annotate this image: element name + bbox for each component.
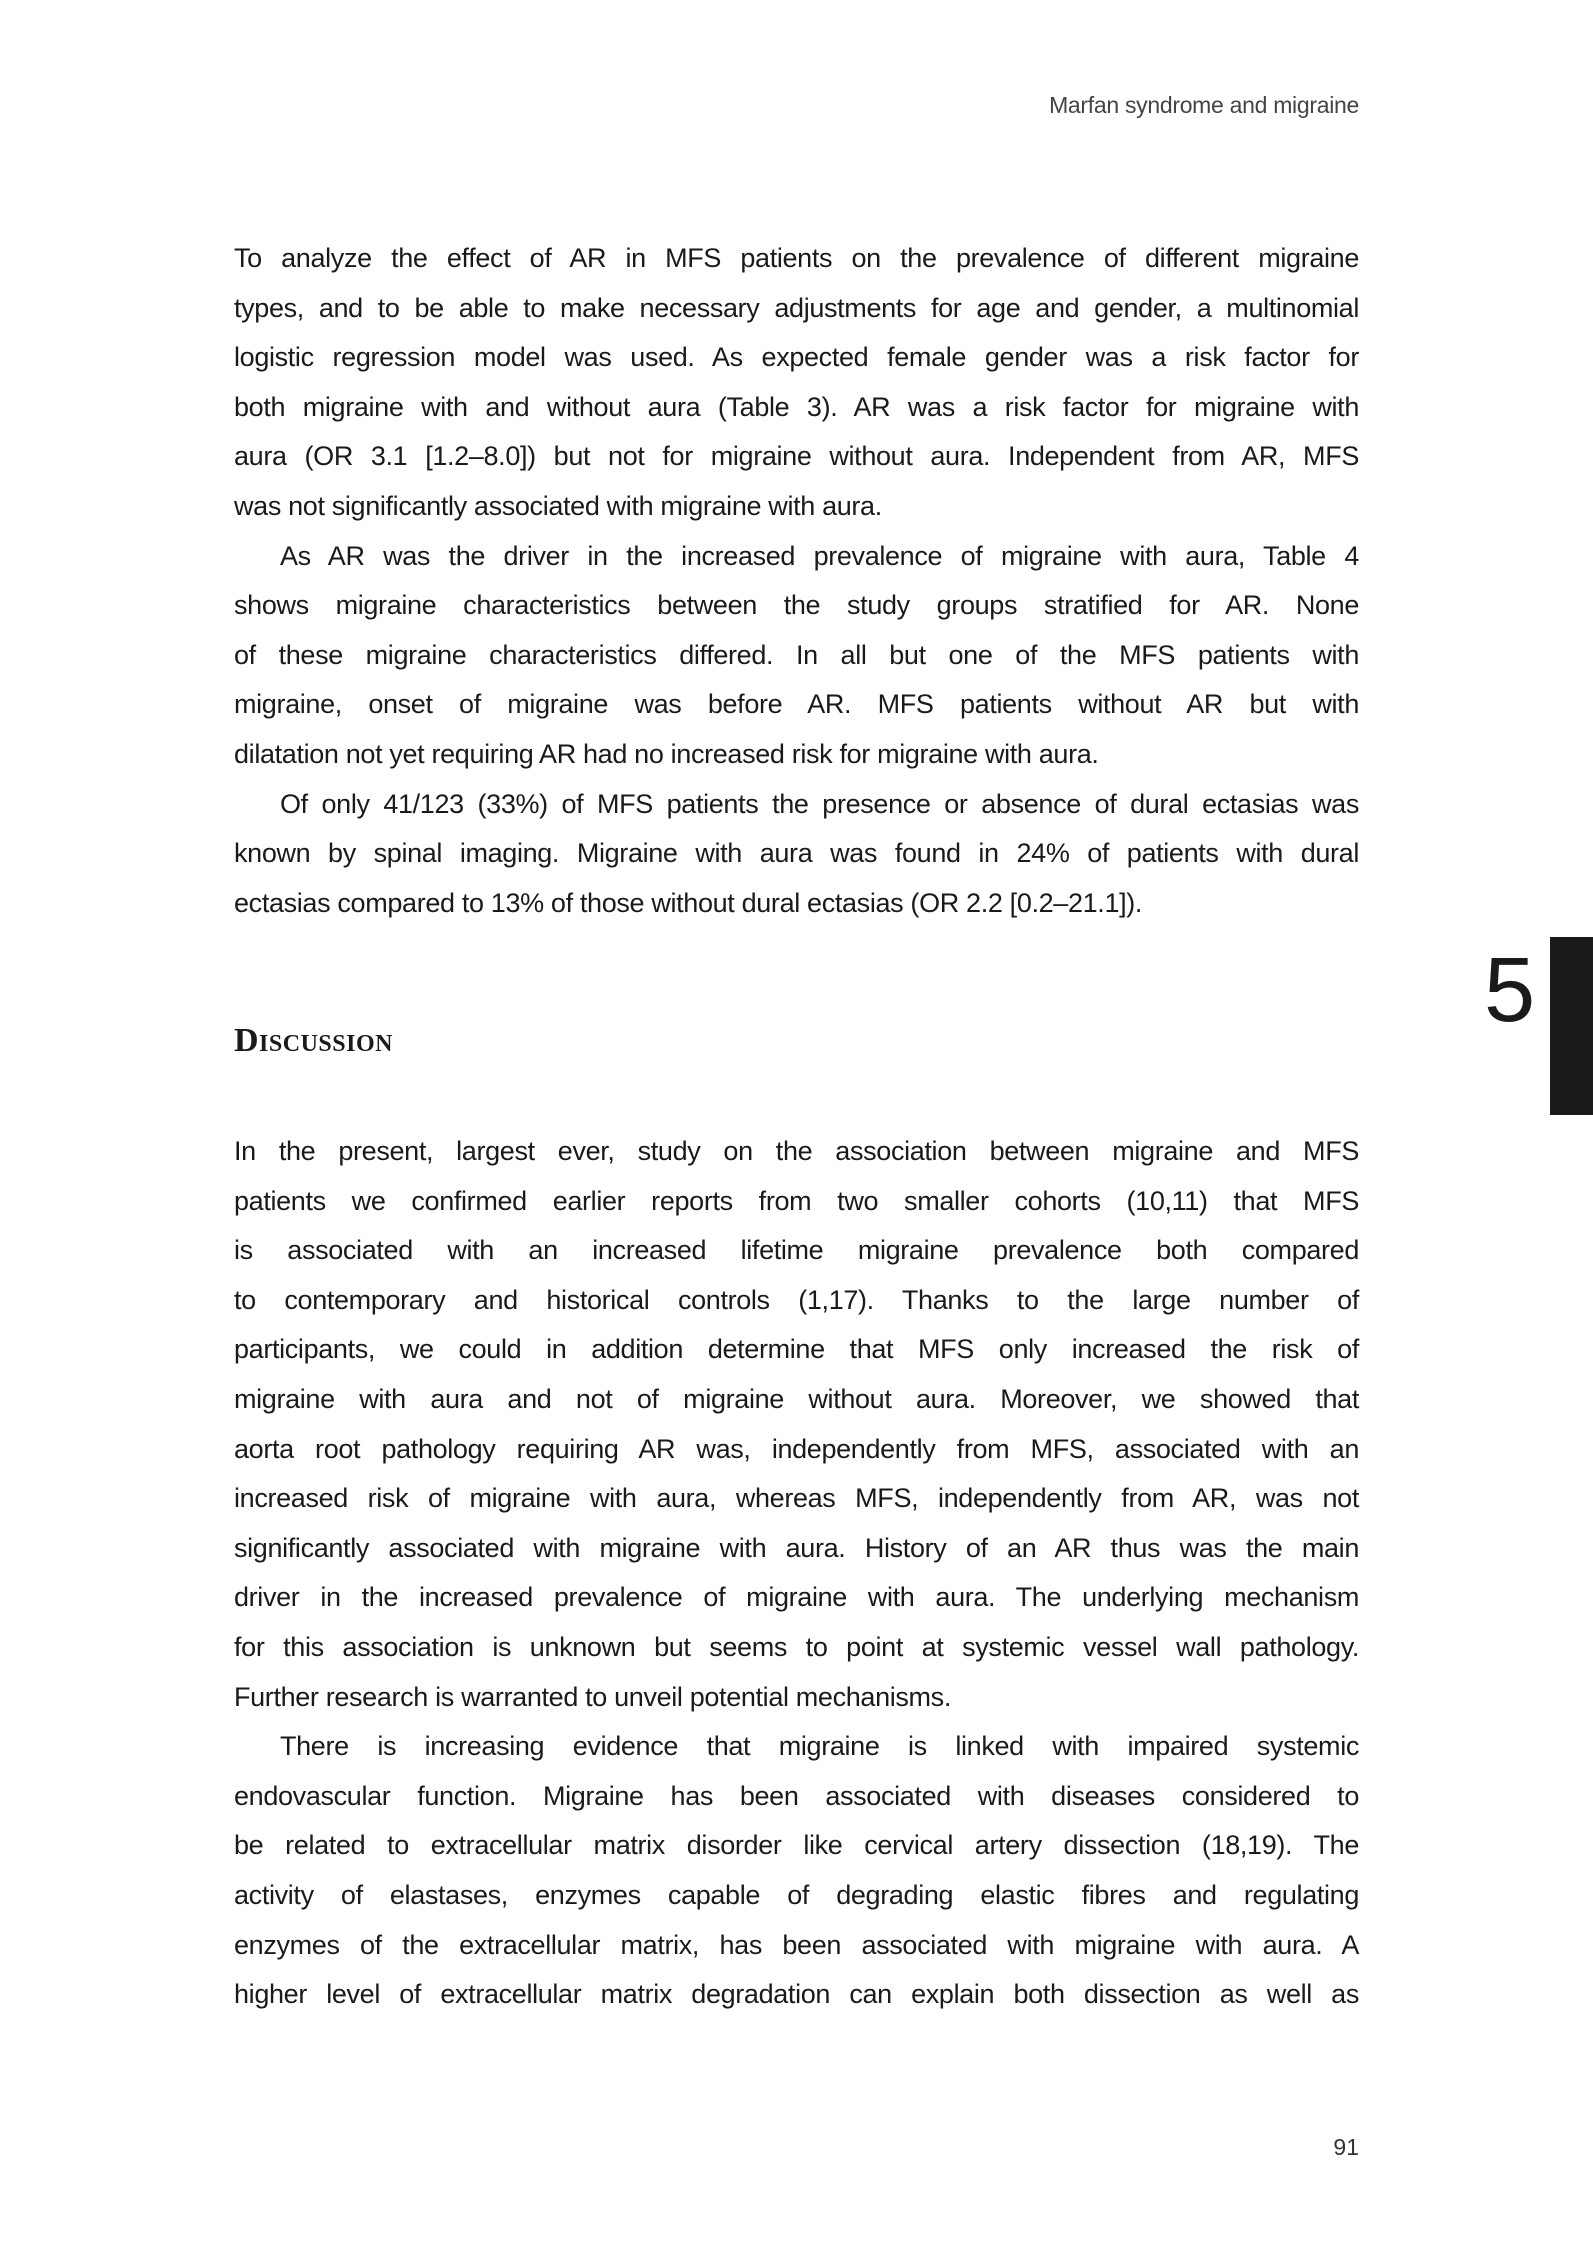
text-line: aorta root pathology requiring AR was, independently from MFS, associated with an	[234, 1433, 1359, 1464]
text-line: for this association is unknown but seems to point at systemic vessel wall pathology.	[234, 1631, 1359, 1662]
text-line: significantly associated with migraine with aura. History of an AR thus was the main	[234, 1532, 1359, 1563]
paragraph	[234, 1127, 1359, 1722]
page-number: 91	[1333, 2134, 1359, 2160]
text-line: endovascular function. Migraine has been associated with diseases considered to	[234, 1780, 1359, 1811]
text-line: patients we confirmed earlier reports from two smaller cohorts (10,11) that MFS	[234, 1185, 1359, 1216]
text-line: known by spinal imaging. Migraine with aura was found in 24% of patients with dural	[234, 838, 1359, 869]
text-line: both migraine with and without aura (Table 3). AR was a risk factor for migraine with	[234, 391, 1359, 422]
chapter-number: 5	[1484, 939, 1536, 1041]
text-line: shows migraine characteristics between the study groups stratified for AR. None	[234, 590, 1359, 621]
text-line: higher level of extracellular matrix degradation can explain both dissection as well as	[234, 1979, 1359, 2010]
text-line: dilatation not yet requiring AR had no increased risk for migraine with aura.	[234, 738, 1099, 769]
text-line: types, and to be able to make necessary adjustments for age and gender, a multinomial	[234, 292, 1359, 323]
text-line: There is increasing evidence that migraine is linked with impaired systemic	[280, 1731, 1359, 1762]
text-line: aura (OR 3.1 [1.2–8.0]) but not for migraine without aura. Independent from AR, MFS	[234, 441, 1359, 472]
text-line: participants, we could in addition determine that MFS only increased the risk of	[234, 1334, 1359, 1365]
text-line: migraine with aura and not of migraine without aura. Moreover, we showed that	[234, 1383, 1359, 1414]
text-line: of these migraine characteristics differed. In all but one of the MFS patients with	[234, 639, 1359, 670]
text-line: To analyze the effect of AR in MFS patients on the prevalence of different migraine	[234, 243, 1359, 273]
section-heading-discussion: Discussion	[234, 1022, 393, 1059]
text-line: Further research is warranted to unveil potential mechanisms.	[234, 1681, 951, 1712]
text-line: be related to extracellular matrix disorder like cervical artery dissection (18,19). The	[234, 1830, 1359, 1861]
text-line: enzymes of the extracellular matrix, has been associated with migraine with aura. A	[234, 1929, 1359, 1960]
paragraph	[234, 1722, 1359, 2020]
text-line: Of only 41/123 (33%) of MFS patients the presence or absence of dural ectasias was	[280, 788, 1359, 819]
text-line: to contemporary and historical controls (1,17). Thanks to the large number of	[234, 1284, 1359, 1315]
running-title: Marfan syndrome and migraine	[1049, 92, 1359, 118]
discussion-text	[234, 1127, 1359, 2020]
text-line: increased risk of migraine with aura, whereas MFS, independently from AR, was not	[234, 1483, 1359, 1514]
text-line: activity of elastases, enzymes capable of degrading elastic fibres and regulating	[234, 1879, 1359, 1910]
text-line: As AR was the driver in the increased prevalence of migraine with aura, Table 4	[280, 540, 1359, 571]
paragraph	[234, 780, 1359, 929]
text-line: migraine, onset of migraine was before AR. MFS patients without AR but with	[234, 689, 1359, 720]
text-line: logistic regression model was used. As expected female gender was a risk factor for	[234, 342, 1359, 373]
text-line: In the present, largest ever, study on the association between migraine and MFS	[234, 1136, 1359, 1166]
paragraph	[234, 532, 1359, 780]
text-line: was not significantly associated with migraine with aura.	[234, 490, 882, 521]
text-line: driver in the increased prevalence of migraine with aura. The underlying mechanism	[234, 1582, 1359, 1613]
text-line: ectasias compared to 13% of those without dural ectasias (OR 2.2 [0.2–21.1]).	[234, 887, 1143, 918]
text-line: is associated with an increased lifetime migraine prevalence both compared	[234, 1235, 1359, 1266]
paragraph	[234, 234, 1359, 532]
chapter-tab	[1550, 937, 1593, 1115]
results-text	[234, 234, 1359, 928]
